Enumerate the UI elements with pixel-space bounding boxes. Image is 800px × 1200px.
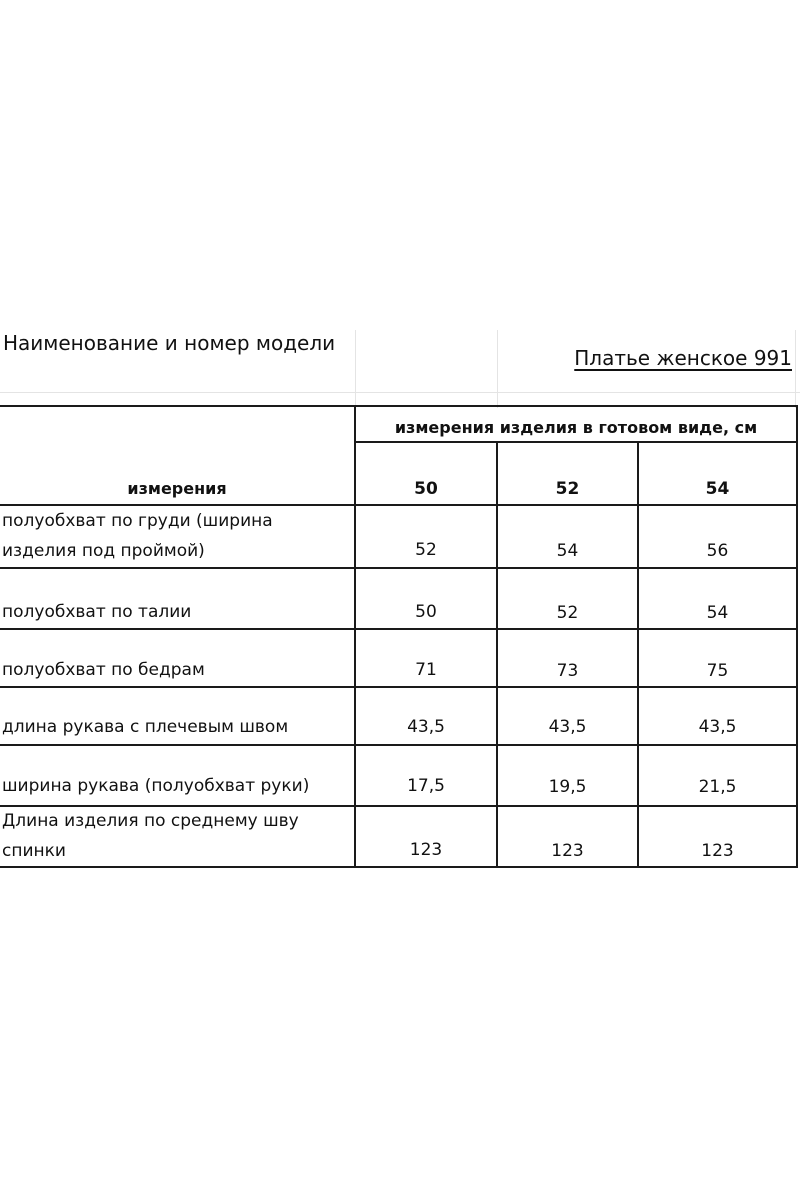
table-group-header: измерения изделия в готовом виде, см: [394, 418, 758, 437]
size-header: 50: [414, 479, 438, 499]
model-name-value: Платье женское 991: [574, 346, 792, 370]
table-border: [0, 744, 798, 746]
table-border: [496, 441, 498, 868]
table-cell: 21,5: [698, 777, 737, 797]
table-cell: 71: [415, 660, 437, 680]
size-header: 54: [705, 479, 730, 499]
table-cell: 56: [706, 541, 729, 561]
table-border: [0, 866, 798, 868]
row-label: Длина изделия по среднему шву спинки: [2, 811, 299, 861]
table-cell: 123: [551, 841, 584, 861]
header-grid-line: [0, 392, 800, 393]
table-border: [0, 628, 798, 630]
table-cell: 17,5: [407, 776, 445, 796]
row-label: полуобхват по груди (ширина изделия под проймой): [2, 511, 273, 561]
table-cell: 73: [556, 661, 579, 681]
table-cell: 123: [409, 840, 443, 860]
table-border: [637, 441, 639, 868]
model-name-label: Наименование и номер модели: [3, 331, 336, 355]
row-label: ширина рукава (полуобхват руки): [2, 776, 310, 796]
row-label: полуобхват по талии: [2, 602, 192, 622]
table-cell: 43,5: [698, 717, 737, 737]
header-grid-line: [795, 330, 796, 408]
row-label: полуобхват по бедрам: [2, 660, 205, 680]
size-header: 52: [555, 479, 580, 499]
table-cell: 50: [415, 602, 437, 622]
table-border: [0, 686, 798, 688]
table-border: [796, 405, 798, 868]
table-cell: 54: [706, 603, 729, 623]
row-label: длина рукава с плечевым швом: [2, 717, 289, 737]
table-cell: 54: [556, 541, 579, 561]
table-border: [0, 567, 798, 569]
row-header-label: измерения: [127, 479, 227, 498]
table-border: [0, 405, 798, 407]
header-grid-line: [355, 330, 356, 408]
table-cell: 123: [701, 841, 734, 861]
table-cell: 52: [415, 540, 437, 560]
table-cell: 52: [556, 603, 579, 623]
header-grid-line: [497, 330, 498, 408]
table-cell: 43,5: [407, 717, 445, 737]
table-cell: 75: [706, 661, 729, 681]
table-cell: 19,5: [548, 777, 587, 797]
table-cell: 43,5: [548, 717, 587, 737]
